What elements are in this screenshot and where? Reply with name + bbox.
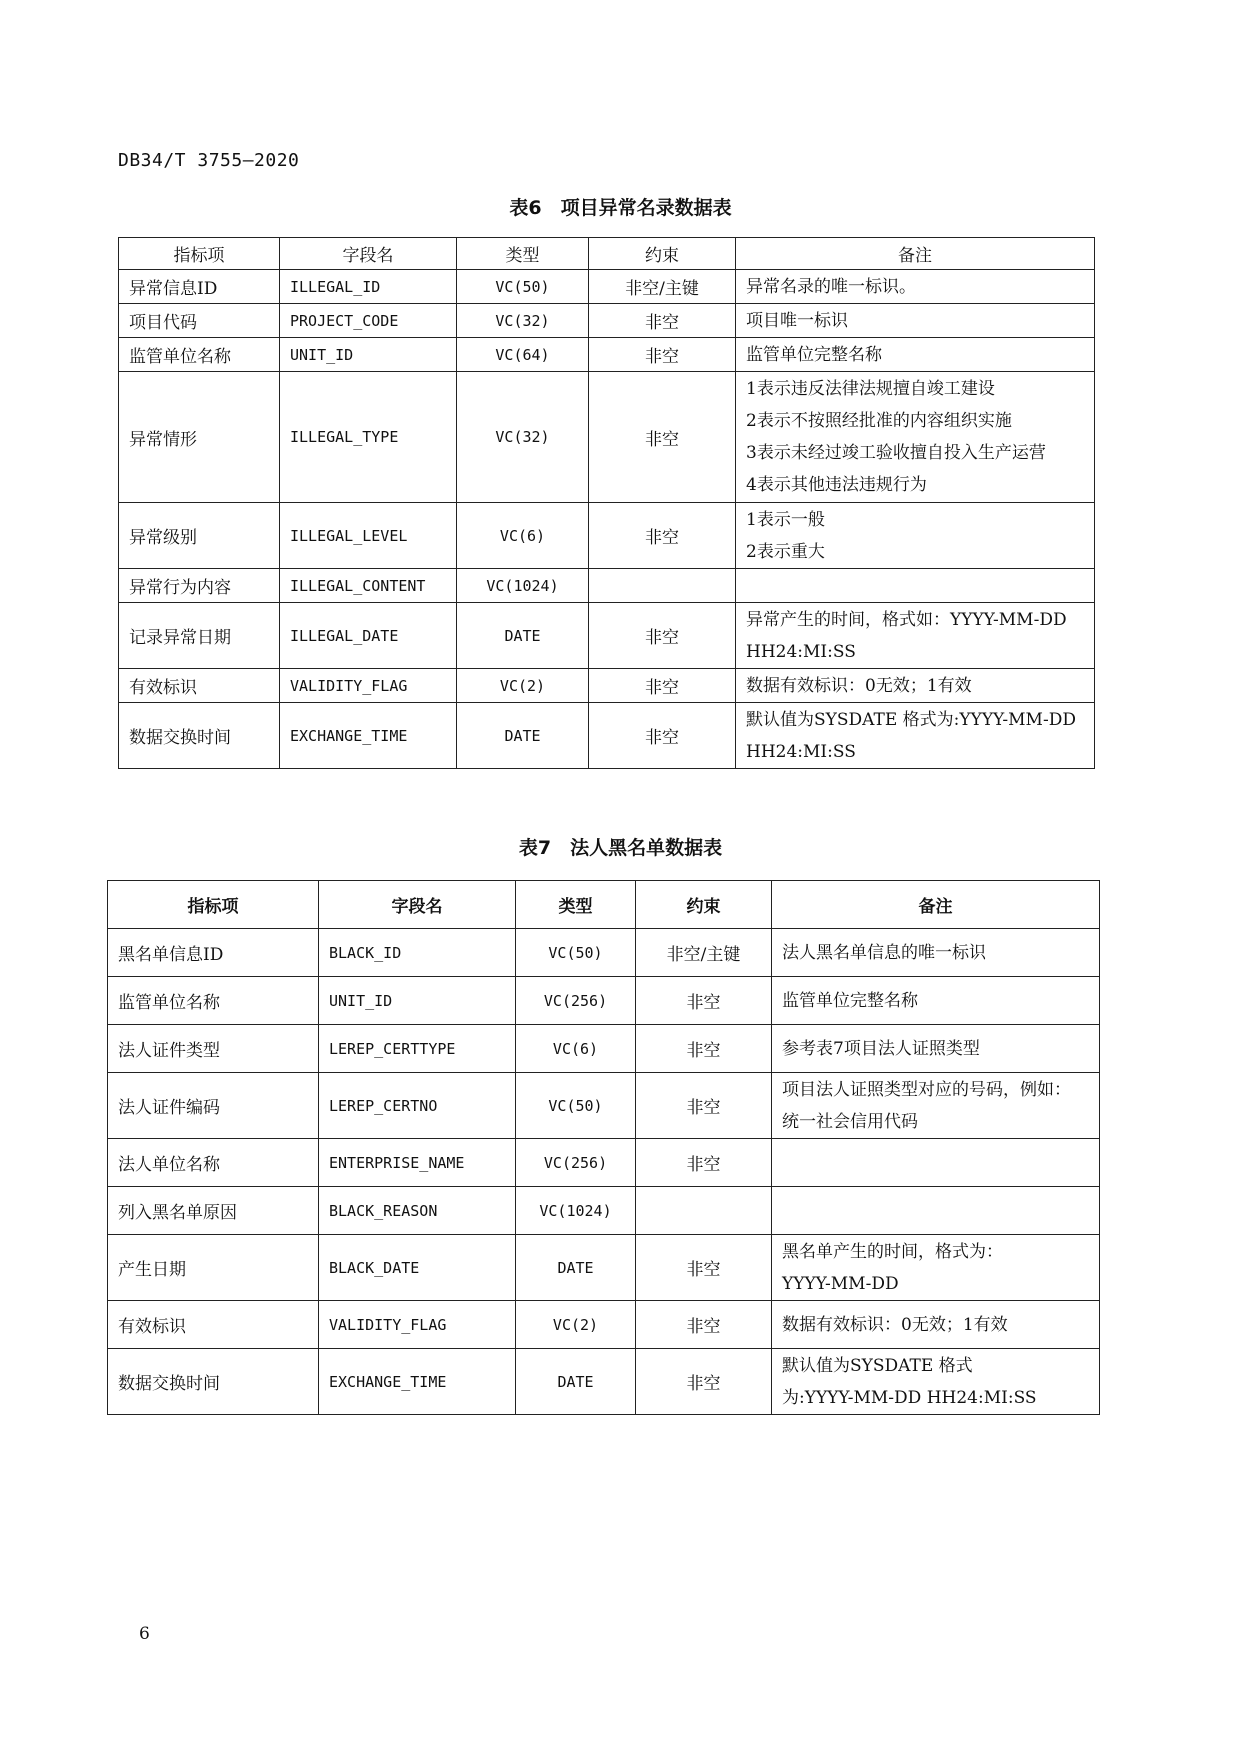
cell-item: 有效标识 [119,669,280,703]
note-line: HH24:MI:SS [746,641,856,662]
table6-row [119,270,1095,304]
table7-row [108,1139,1100,1187]
cell-field: ILLEGAL_CONTENT [280,569,457,603]
table6 [118,237,1095,769]
cell-notes [736,603,1095,669]
table6-row [119,603,1095,669]
cell-field: ENTERPRISE_NAME [319,1139,516,1187]
table7-column-header: 字段名 [319,881,516,929]
table6-row [119,304,1095,338]
cell-constraint: 非空 [589,669,736,703]
cell-item: 法人证件类型 [108,1025,319,1073]
table7-caption: 表7 法人黑名单数据表 [518,837,723,859]
cell-type: VC(50) [516,929,636,977]
cell-notes [736,338,1095,372]
cell-constraint: 非空 [589,338,736,372]
cell-constraint: 非空 [589,503,736,569]
note-line: 监管单位完整名称 [746,344,882,365]
note-line: 2表示不按照经批准的内容组织实施 [746,411,1012,431]
cell-type: DATE [516,1235,636,1301]
cell-constraint: 非空 [636,1235,772,1301]
note-line: 数据有效标识：0无效；1有效 [782,1314,1008,1335]
table7-row [108,977,1100,1025]
cell-item: 监管单位名称 [108,977,319,1025]
cell-type: VC(1024) [457,569,589,603]
document-header: DB34/T 3755—2020 [118,150,300,171]
note-line: 异常名录的唯一标识。 [746,276,916,297]
table6-row [119,503,1095,569]
cell-type: VC(256) [516,1139,636,1187]
cell-constraint: 非空 [636,977,772,1025]
table6-row [119,669,1095,703]
note-line: 统一社会信用代码 [782,1111,918,1132]
cell-notes [772,929,1100,977]
cell-field: PROJECT_CODE [280,304,457,338]
cell-type: VC(6) [516,1025,636,1073]
note-line: 黑名单产生的时间，格式为： [782,1241,1003,1262]
cell-field: ILLEGAL_DATE [280,603,457,669]
table6-header-row [119,238,1095,270]
note-line: 项目法人证照类型对应的号码，例如： [782,1079,1071,1100]
note-line: 数据有效标识：0无效；1有效 [746,675,972,696]
cell-type: DATE [457,603,589,669]
cell-item: 黑名单信息ID [108,929,319,977]
table7-row [108,929,1100,977]
cell-item: 数据交换时间 [108,1349,319,1415]
cell-item: 项目代码 [119,304,280,338]
cell-field: VALIDITY_FLAG [319,1301,516,1349]
cell-notes [736,703,1095,769]
cell-constraint: 非空 [636,1301,772,1349]
note-line: YYYY-MM-DD [782,1273,899,1294]
note-line: 参考表7项目法人证照类型 [782,1038,980,1059]
cell-type: VC(64) [457,338,589,372]
cell-item: 异常信息ID [119,270,280,304]
note-line: 异常产生的时间，格式如：YYYY-MM-DD [746,609,1067,630]
cell-item: 记录异常日期 [119,603,280,669]
cell-type: VC(50) [457,270,589,304]
cell-type: DATE [516,1349,636,1415]
table7-row [108,1187,1100,1235]
table7-body [108,929,1100,1415]
cell-type: VC(1024) [516,1187,636,1235]
cell-type: VC(32) [457,304,589,338]
note-line: 项目唯一标识 [746,310,848,331]
cell-type: VC(2) [516,1301,636,1349]
cell-constraint [589,569,736,603]
cell-notes [772,1187,1100,1235]
cell-type: VC(50) [516,1073,636,1139]
table7-row [108,1025,1100,1073]
table6-column-header: 备注 [736,238,1095,270]
cell-constraint [636,1187,772,1235]
cell-item: 异常情形 [119,372,280,503]
table7-header-row [108,881,1100,929]
cell-field: ILLEGAL_TYPE [280,372,457,503]
table6-row [119,372,1095,503]
table7-row [108,1301,1100,1349]
table6-column-header: 指标项 [119,238,280,270]
cell-item: 产生日期 [108,1235,319,1301]
cell-constraint: 非空 [589,603,736,669]
cell-item: 列入黑名单原因 [108,1187,319,1235]
cell-notes [772,1025,1100,1073]
table7-row [108,1073,1100,1139]
cell-constraint: 非空/主键 [589,270,736,304]
cell-item: 法人单位名称 [108,1139,319,1187]
cell-notes [736,304,1095,338]
cell-notes [772,1139,1100,1187]
cell-field: ILLEGAL_ID [280,270,457,304]
cell-item: 有效标识 [108,1301,319,1349]
cell-constraint: 非空 [636,1073,772,1139]
cell-type: DATE [457,703,589,769]
cell-field: ILLEGAL_LEVEL [280,503,457,569]
table6-row [119,338,1095,372]
cell-notes [772,977,1100,1025]
cell-field: LEREP_CERTTYPE [319,1025,516,1073]
cell-field: EXCHANGE_TIME [280,703,457,769]
cell-field: UNIT_ID [280,338,457,372]
cell-type: VC(6) [457,503,589,569]
cell-notes [736,372,1095,503]
cell-notes [772,1073,1100,1139]
cell-notes [736,503,1095,569]
table6-column-header: 字段名 [280,238,457,270]
cell-constraint: 非空 [589,372,736,503]
table7-row [108,1235,1100,1301]
table7-column-header: 指标项 [108,881,319,929]
cell-constraint: 非空 [589,304,736,338]
cell-notes [772,1235,1100,1301]
cell-item: 监管单位名称 [119,338,280,372]
table6-body [119,270,1095,769]
note-line: 1表示一般 [746,509,825,530]
note-line: 为:YYYY-MM-DD HH24:MI:SS [782,1387,1037,1408]
note-line: HH24:MI:SS [746,741,856,762]
table7-column-header: 类型 [516,881,636,929]
cell-type: VC(32) [457,372,589,503]
note-line: 1表示违反法律法规擅自竣工建设 [746,379,995,399]
cell-field: BLACK_DATE [319,1235,516,1301]
cell-item: 法人证件编码 [108,1073,319,1139]
cell-notes [772,1349,1100,1415]
table7-column-header: 约束 [636,881,772,929]
cell-field: UNIT_ID [319,977,516,1025]
cell-type: VC(256) [516,977,636,1025]
cell-constraint: 非空 [636,1349,772,1415]
cell-notes [736,569,1095,603]
note-line: 默认值为SYSDATE 格式为:YYYY-MM-DD [746,709,1076,730]
table6-row [119,569,1095,603]
note-line: 法人黑名单信息的唯一标识 [782,942,986,963]
cell-field: LEREP_CERTNO [319,1073,516,1139]
note-line: 默认值为SYSDATE 格式 [782,1355,973,1376]
cell-constraint: 非空/主键 [636,929,772,977]
cell-constraint: 非空 [636,1139,772,1187]
cell-item: 异常级别 [119,503,280,569]
cell-type: VC(2) [457,669,589,703]
cell-constraint: 非空 [589,703,736,769]
table7-row [108,1349,1100,1415]
note-line: 2表示重大 [746,541,825,562]
table6-caption: 表6 项目异常名录数据表 [509,197,732,219]
table6-column-header: 约束 [589,238,736,270]
note-line: 监管单位完整名称 [782,990,918,1011]
cell-field: EXCHANGE_TIME [319,1349,516,1415]
table7-column-header: 备注 [772,881,1100,929]
cell-notes [772,1301,1100,1349]
cell-notes [736,270,1095,304]
note-line: 4表示其他违法违规行为 [746,475,927,495]
table6-row [119,703,1095,769]
cell-field: BLACK_ID [319,929,516,977]
page-number: 6 [139,1624,150,1644]
cell-item: 数据交换时间 [119,703,280,769]
cell-field: BLACK_REASON [319,1187,516,1235]
cell-item: 异常行为内容 [119,569,280,603]
table7 [107,880,1100,1415]
cell-constraint: 非空 [636,1025,772,1073]
note-line: 3表示未经过竣工验收擅自投入生产运营 [746,443,1046,463]
cell-field: VALIDITY_FLAG [280,669,457,703]
table6-column-header: 类型 [457,238,589,270]
cell-notes [736,669,1095,703]
